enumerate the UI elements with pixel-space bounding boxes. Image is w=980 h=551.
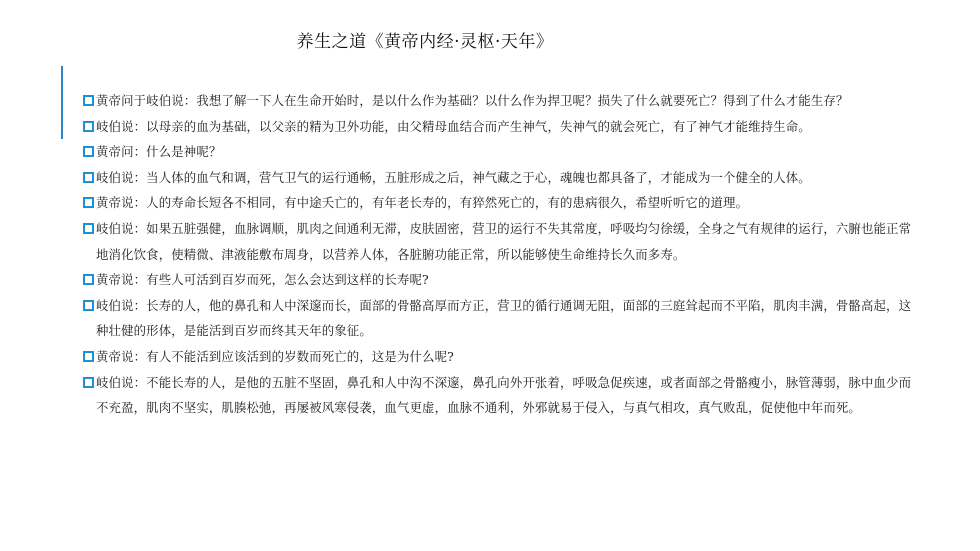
- paragraph-7: [82, 267, 916, 293]
- square-bullet-icon: [83, 172, 94, 183]
- slide-title: 养生之道《黄帝内经·灵枢·天年》: [296, 32, 554, 52]
- square-bullet-icon: [83, 274, 94, 285]
- paragraph-4: [82, 165, 916, 191]
- paragraph-text: 岐伯说：如果五脏强健，血脉调顺，肌肉之间通利无滞，皮肤固密，营卫的运行不失其常度，呼吸均匀徐缓，全身之气有规律的运行，六腑也能正常地消化饮食，使精微、津液能敷布周身，以营养人体，各脏腑功能正常，所以能够使生命维持长久而多寿。: [96, 220, 912, 262]
- paragraph-text: 黄帝说：有人不能活到应该活到的岁数而死亡的，这是为什么呢?: [96, 348, 454, 364]
- paragraph-8: [82, 293, 916, 344]
- paragraph-3: [82, 139, 916, 165]
- paragraph-6: [82, 216, 916, 267]
- accent-bar: [61, 66, 63, 139]
- paragraph-text: 黄帝说：人的寿命长短各不相同，有中途夭亡的，有年老长寿的，有猝然死亡的，有的患病很久，希望听听它的道理。: [96, 195, 749, 211]
- paragraph-text: 黄帝问：什么是神呢？: [96, 144, 222, 160]
- dialogue-list: [82, 88, 916, 421]
- paragraph-9: [82, 344, 916, 370]
- square-bullet-icon: [83, 223, 94, 234]
- square-bullet-icon: [83, 121, 94, 132]
- paragraph-text: 黄帝说：有些人可活到百岁而死，怎么会达到这样的长寿呢?: [96, 272, 429, 288]
- square-bullet-icon: [83, 95, 94, 106]
- square-bullet-icon: [83, 351, 94, 362]
- paragraph-5: [82, 190, 916, 216]
- paragraph-text: 岐伯说：不能长寿的人，是他的五脏不坚固，鼻孔和人中沟不深邃，鼻孔向外开张着，呼吸急促疾速，或者面部之骨骼瘦小，脉管薄弱，脉中血少而不充盈，肌肉不坚实，肌腠松弛，再屡被风寒侵袭，血气更虚，血脉不通利，外邪就易于侵入，与真气相攻，真气败乱，促使他中年而死。: [96, 374, 912, 416]
- paragraph-2: [82, 114, 916, 140]
- square-bullet-icon: [83, 197, 94, 208]
- paragraph-text: 黄帝问于岐伯说：我想了解一下人在生命开始时，是以什么作为基础？以什么作为捍卫呢？损失了什么就要死亡？得到了什么才能生存？: [96, 93, 849, 108]
- square-bullet-icon: [83, 146, 94, 157]
- paragraph-text: 岐伯说：长寿的人，他的鼻孔和人中深邃而长，面部的骨骼高厚而方正，营卫的循行通调无阻，面部的三庭耸起而不平陷，肌肉丰满，骨骼高起，这种壮健的形体，是能活到百岁而终其天年的象征。: [96, 297, 912, 339]
- paragraph-text: 岐伯说：以母亲的血为基础，以父亲的精为卫外功能，由父精母血结合而产生神气，失神气的就会死亡，有了神气才能维持生命。: [96, 118, 811, 134]
- paragraph-10: [82, 370, 916, 421]
- paragraph-1: [82, 88, 916, 114]
- square-bullet-icon: [83, 300, 94, 311]
- paragraph-text: 岐伯说：当人体的血气和调，营气卫气的运行通畅，五脏形成之后，神气藏之于心，魂魄也都具备了，才能成为一个健全的人体。: [96, 169, 811, 185]
- square-bullet-icon: [83, 377, 94, 388]
